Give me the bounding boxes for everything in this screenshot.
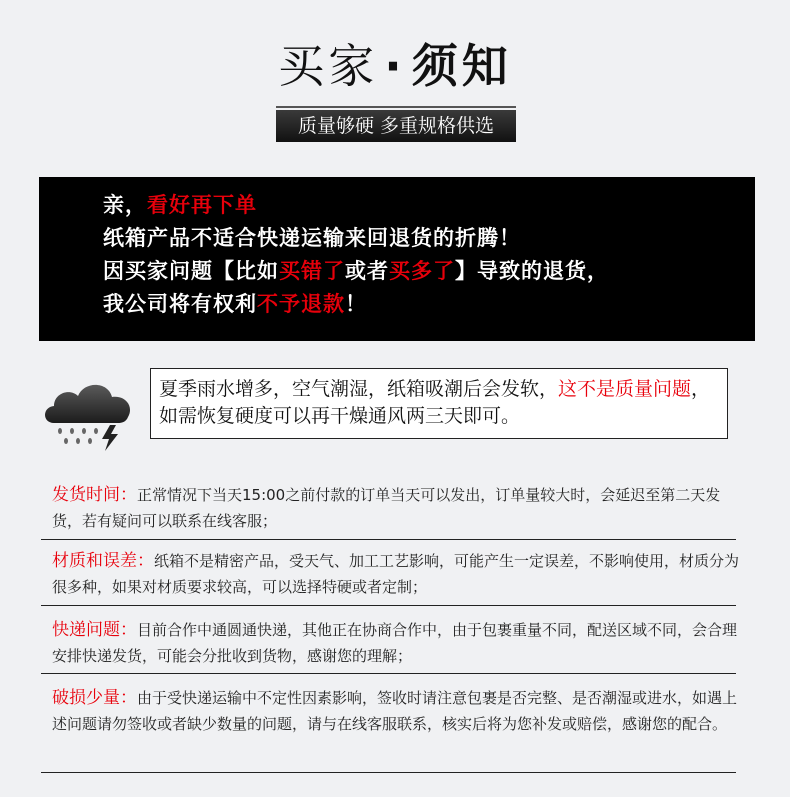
divider	[41, 772, 736, 773]
section-text: 纸箱不是精密产品，受天气、加工工艺影响，可能产生一定误差，不影响使用，材质分为很多种，如果对材质要求较高，可以选择特硬或者定制；	[52, 552, 740, 596]
divider	[41, 673, 736, 674]
warning-line-1: 亲，看好再下单	[103, 193, 257, 217]
subtitle: 质量够硬 多重规格供选	[276, 110, 516, 142]
warning-box	[39, 177, 755, 341]
title-bold: 须知	[411, 39, 512, 93]
section-courier	[52, 617, 742, 669]
divider	[41, 539, 736, 540]
section-label: 发货时间：	[52, 485, 137, 505]
rain-cloud-icon	[40, 373, 136, 453]
title-dot: ·	[384, 39, 406, 93]
warning-line-4: 我公司将有权利不予退款！	[103, 292, 367, 316]
subtitle-rule	[276, 106, 516, 108]
section-damage-shortage	[52, 685, 742, 737]
warning-line-3: 因买家问题【比如买错了或者买多了】导致的退货，	[103, 259, 609, 283]
divider	[41, 605, 736, 606]
section-text: 由于受快递运输中不定性因素影响，签收时请注意包裹是否完整、是否潮湿或进水，如遇上述问题请勿签收或者缺少数量的问题，请与在线客服联系，核实后将为您补发或赔偿，感谢您的配合。	[52, 689, 738, 733]
subtitle-banner	[276, 106, 516, 138]
section-text: 正常情况下当天15:00之前付款的订单当天可以发出，订单量较大时，会延迟至第二天发货，若有疑问可以联系在线客服；	[52, 486, 721, 530]
section-shipping-time	[52, 482, 742, 534]
section-label: 快递问题：	[52, 620, 137, 640]
notice-text-b: ，如需恢复硬度可以再干燥通风两三天即可。	[159, 378, 711, 427]
section-text: 目前合作中通圆通快递，其他正在协商合作中，由于包裹重量不同，配送区域不同，会合理安排快递发货，可能会分批收到货物，感谢您的理解；	[52, 621, 738, 665]
section-label: 破损少量：	[52, 688, 137, 708]
notice-box	[150, 368, 728, 439]
title-light: 买家	[278, 39, 379, 93]
page-title	[0, 38, 790, 94]
warning-line-2: 纸箱产品不适合快递运输来回退货的折腾！	[103, 226, 521, 250]
notice-text-a: 夏季雨水增多，空气潮湿，纸箱吸潮后会发软，	[159, 378, 559, 400]
section-material-tolerance	[52, 548, 742, 600]
section-label: 材质和误差：	[52, 551, 154, 571]
notice-text-red: 这不是质量问题	[558, 378, 692, 400]
